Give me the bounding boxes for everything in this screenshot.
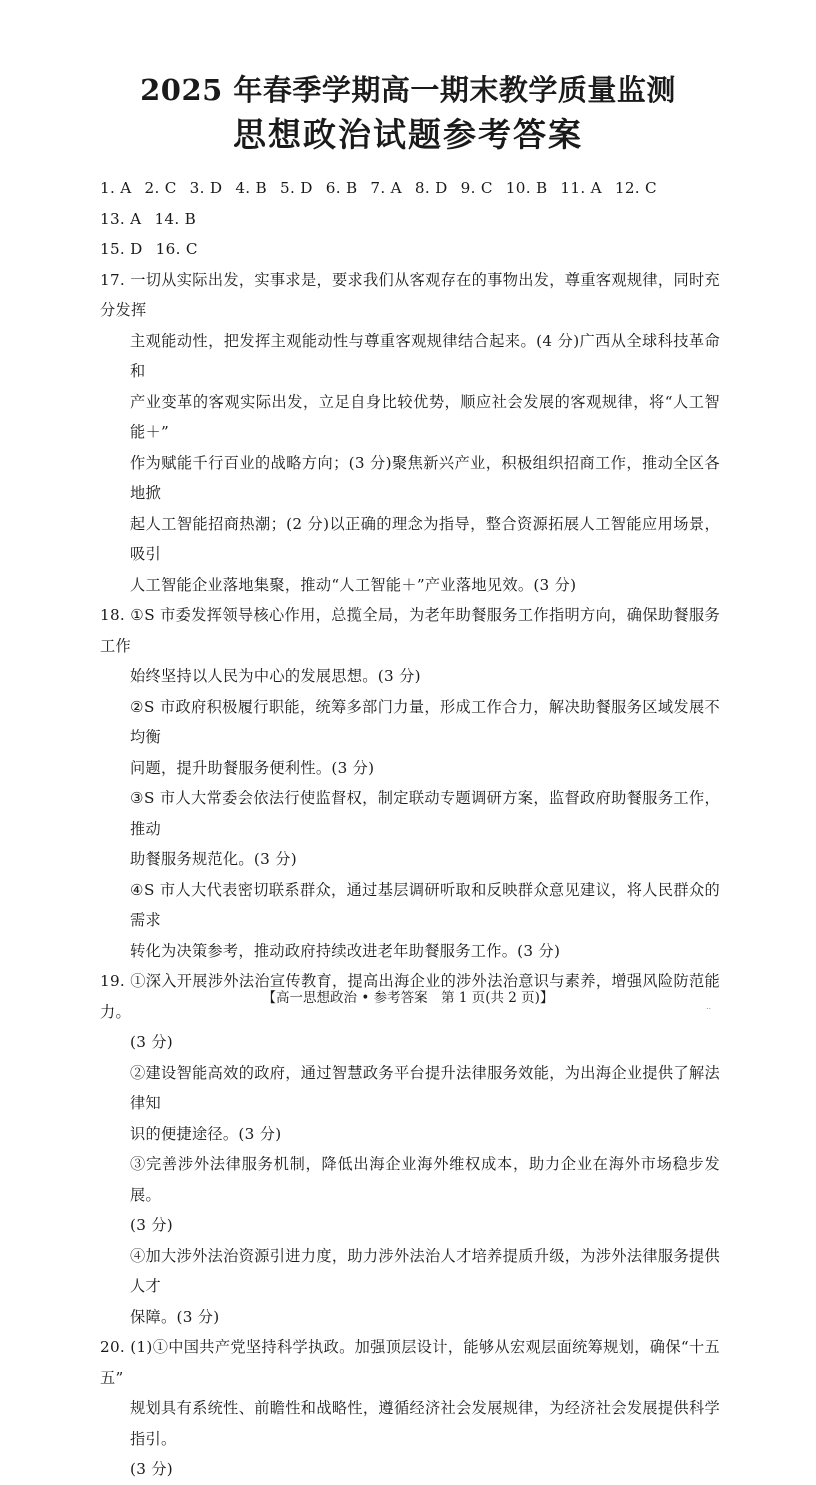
answer-line: 起人工智能招商热潮；(2 分)以正确的理念为指导，整合资源拓展人工智能应用场景，吸引: [130, 514, 720, 563]
page-title: 2025 年春季学期高一期末教学质量监测: [140, 73, 676, 107]
choice-answer: 15. D: [100, 240, 143, 258]
answer-line: 17. 一切从实际出发，实事求是，要求我们从客观存在的事物出发，尊重客观规律，同时充分发挥: [100, 270, 720, 319]
answer-line: 主观能动性，把发挥主观能动性与尊重客观规律结合起来。(4 分)广西从全球科技革命和: [130, 331, 720, 380]
choice-answer: 1. A: [100, 179, 132, 197]
choice-answer: 8. D: [414, 179, 448, 197]
choice-answer: 7. A: [370, 179, 402, 197]
answer-line: 规划具有系统性、前瞻性和战略性，遵循经济社会发展规律，为经济社会发展提供科学指引。: [130, 1399, 720, 1448]
question-19-answer: [100, 966, 720, 1332]
answer-line: ③完善涉外法律服务机制，降低出海企业海外维权成本，助力企业在海外市场稳步发展。: [130, 1155, 720, 1204]
answer-line: 18. ①S 市委发挥领导核心作用，总揽全局，为老年助餐服务工作指明方向，确保助餐服务工作: [100, 606, 720, 655]
answer-line: 人工智能企业落地集聚，推动“人工智能＋”产业落地见效。(3 分): [130, 575, 577, 594]
answer-line: 产业变革的客观实际出发，立足自身比较优势，顺应社会发展的客观规律，将“人工智能＋”: [130, 392, 720, 441]
choice-answers-row-1: [100, 173, 720, 234]
answer-line: 识的便捷途径。(3 分): [130, 1124, 282, 1143]
answer-line: 作为赋能千行百业的战略方向；(3 分)聚焦新兴产业，积极组织招商工作，推动全区各地掀: [130, 453, 720, 502]
question-20-answer: [100, 1332, 720, 1485]
answer-line: 助餐服务规范化。(3 分): [130, 850, 297, 868]
choice-answer: 3. D: [189, 179, 223, 197]
corner-mark: ..: [706, 1002, 712, 1011]
answer-line: ②S 市政府积极履行职能，统筹多部门力量，形成工作合力，解决助餐服务区域发展不均衡: [130, 697, 720, 746]
question-18-answer: [100, 600, 720, 966]
choice-answers-row-2: [100, 234, 720, 265]
answer-line: (3 分): [130, 1033, 174, 1051]
choice-answer: 5. D: [280, 179, 313, 197]
answer-content: [100, 173, 720, 1485]
choice-answer: 13. A: [100, 209, 142, 228]
answer-line: ④S 市人大代表密切联系群众，通过基层调研听取和反映群众意见建议，将人民群众的需求: [130, 880, 720, 929]
answer-line: 20. (1)①中国共产党坚持科学执政。加强顶层设计，能够从宏观层面统筹规划，确保“十五五”: [100, 1338, 720, 1387]
answer-line: (3 分): [130, 1216, 174, 1234]
answer-line: 保障。(3 分): [130, 1307, 220, 1326]
choice-answer: 4. B: [235, 179, 268, 197]
answer-line: ③S 市人大常委会依法行使监督权，制定联动专题调研方案，监督政府助餐服务工作，推动: [130, 789, 720, 838]
choice-answer: 16. C: [155, 240, 198, 258]
question-17-answer: [100, 265, 720, 601]
choice-answer: 6. B: [325, 179, 358, 197]
page-subtitle: 思想政治试题参考答案: [233, 115, 583, 154]
answer-line: (3 分): [130, 1460, 174, 1478]
choice-answer: 10. B: [505, 179, 548, 197]
answer-line: 问题，提升助餐服务便利性。(3 分): [130, 758, 375, 777]
choice-answer: 11. A: [560, 179, 602, 197]
answer-line: ④加大涉外法治资源引进力度，助力涉外法治人才培养提质升级，为涉外法律服务提供人才: [130, 1246, 720, 1295]
choice-answer: 9. C: [460, 179, 493, 197]
answer-line: 始终坚持以人民为中心的发展思想。(3 分): [130, 667, 421, 685]
choice-answer: 12. C: [614, 179, 657, 197]
choice-answer: 2. C: [144, 179, 177, 197]
choice-answer: 14. B: [154, 209, 197, 228]
answer-line: 19. ①深入开展涉外法治宣传教育，提高出海企业的涉外法治意识与素养，增强风险防范能力。: [100, 972, 720, 1021]
page-footer: 【高一思想政治 • 参考答案 第 1 页(共 2 页)】: [262, 990, 554, 1006]
answer-line: 转化为决策参考，推动政府持续改进老年助餐服务工作。(3 分): [130, 941, 561, 960]
answer-line: ②建设智能高效的政府，通过智慧政务平台提升法律服务效能，为出海企业提供了解法律知: [130, 1063, 720, 1112]
